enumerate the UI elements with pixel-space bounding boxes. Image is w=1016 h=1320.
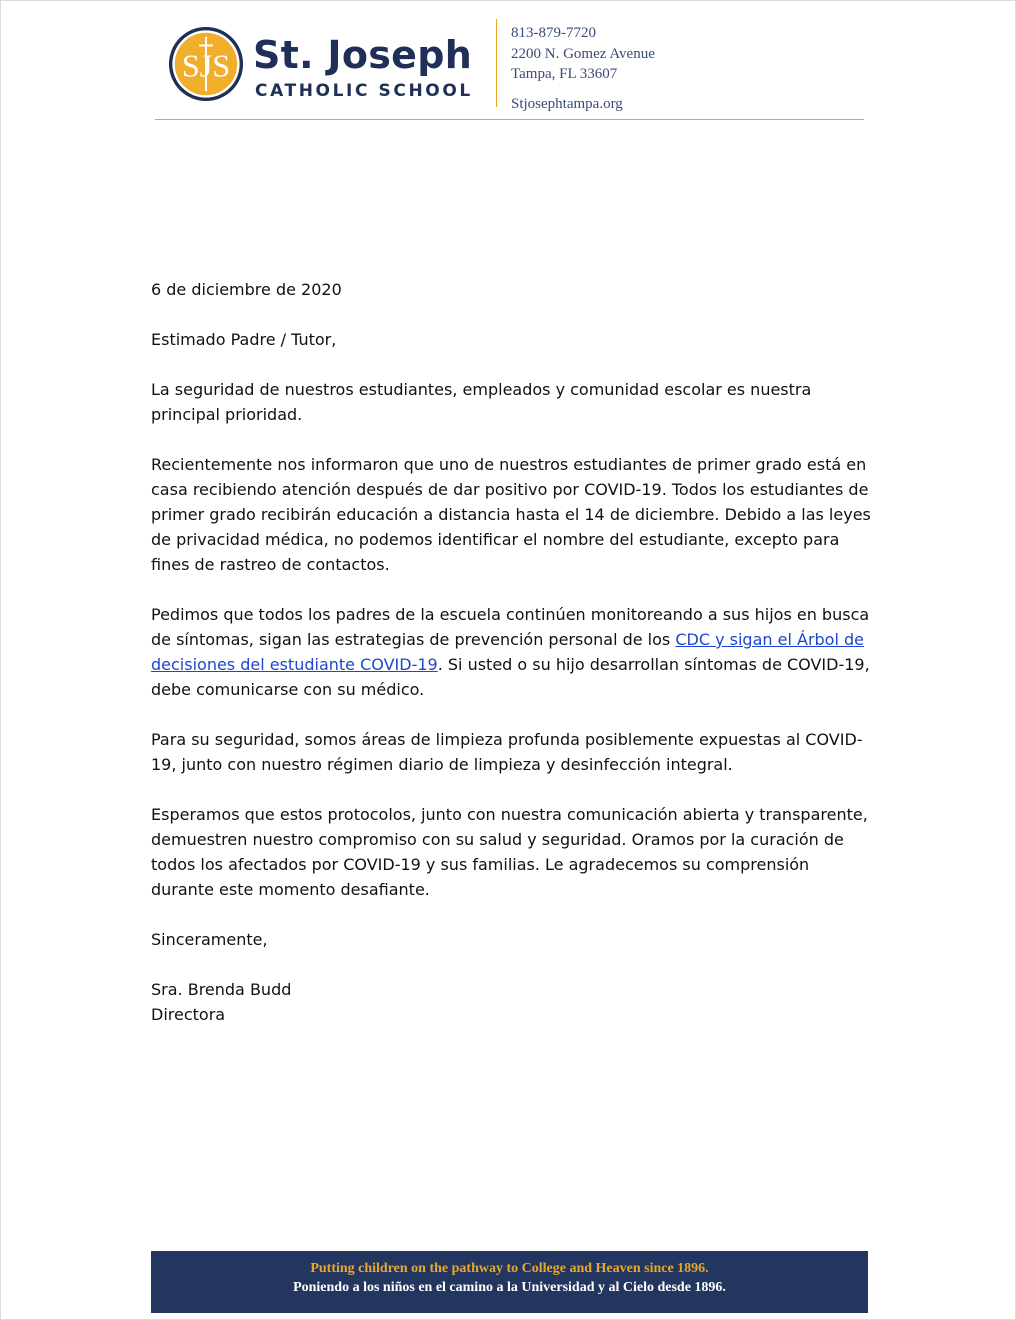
address-line-1: 2200 N. Gomez Avenue bbox=[511, 45, 655, 62]
school-seal-icon bbox=[167, 25, 245, 103]
footer-motto-spanish: Poniendo a los niños en el camino a la Universidad y al Cielo desde 1896. bbox=[293, 1280, 726, 1295]
footer-motto-english: Putting children on the pathway to College and Heaven since 1896. bbox=[310, 1261, 709, 1276]
school-subtitle: CATHOLIC SCHOOL bbox=[255, 81, 473, 101]
paragraph-1: La seguridad de nuestros estudiantes, empleados y comunidad escolar es nuestra principal prioridad. bbox=[151, 380, 812, 424]
letter-date: 6 de diciembre de 2020 bbox=[151, 280, 342, 299]
salutation: Estimado Padre / Tutor, bbox=[151, 330, 337, 349]
school-name: St. Joseph bbox=[253, 33, 473, 77]
address-line-2: Tampa, FL 33607 bbox=[511, 66, 618, 82]
paragraph-4: Para su seguridad, somos áreas de limpieza profunda posiblemente expuestas al COVID-19, junto con nuestro régimen diario de limpieza y desinfección integral. bbox=[151, 730, 863, 774]
header-rule bbox=[155, 119, 864, 120]
paragraph-3-text-end: . Si usted o su hijo desarrollan síntomas de COVID-19, debe comunicarse con su médico. bbox=[151, 655, 870, 699]
phone: 813-879-7720 bbox=[511, 25, 596, 41]
footer-banner bbox=[151, 1251, 868, 1313]
closing: Sinceramente, bbox=[151, 930, 268, 949]
paragraph-3-text: Pedimos que todos los padres de la escuela continúen monitoreando a sus hijos en busca de síntomas, sigan las estrategias de prevención personal de los bbox=[151, 605, 870, 649]
letterhead bbox=[155, 15, 865, 121]
paragraph-3 bbox=[151, 602, 871, 702]
signer-name: Sra. Brenda Budd bbox=[151, 980, 292, 999]
website: Stjosephtampa.org bbox=[511, 95, 623, 112]
cdc-link[interactable]: CDC y sigan el Árbol de decisiones del estudiante COVID-19 bbox=[151, 630, 864, 674]
signer-title: Directora bbox=[151, 1005, 226, 1024]
letter-body bbox=[151, 277, 871, 1027]
paragraph-2: Recientemente nos informaron que uno de nuestros estudiantes de primer grado está en casa recibiendo atención después de dar positivo por COVID-19. Todos los estudiantes de primer grado recibirán educación a distancia hasta el 14 de diciembre. Debido a las leyes de privacidad médica, no podemos identificar el nombre del estudiante, excepto para fines de rastreo de contactos. bbox=[151, 455, 871, 574]
paragraph-5: Esperamos que estos protocolos, junto con nuestra comunicación abierta y transparente, demuestren nuestro compromiso con su salud y seguridad. Oramos por la curación de todos los afectados por COVID-19 y sus familias. Le agradecemos su comprensión durante este momento desafiante. bbox=[151, 805, 868, 899]
header-divider bbox=[496, 19, 497, 107]
seal-monogram: SJS bbox=[181, 47, 231, 84]
contact-block bbox=[511, 23, 655, 114]
